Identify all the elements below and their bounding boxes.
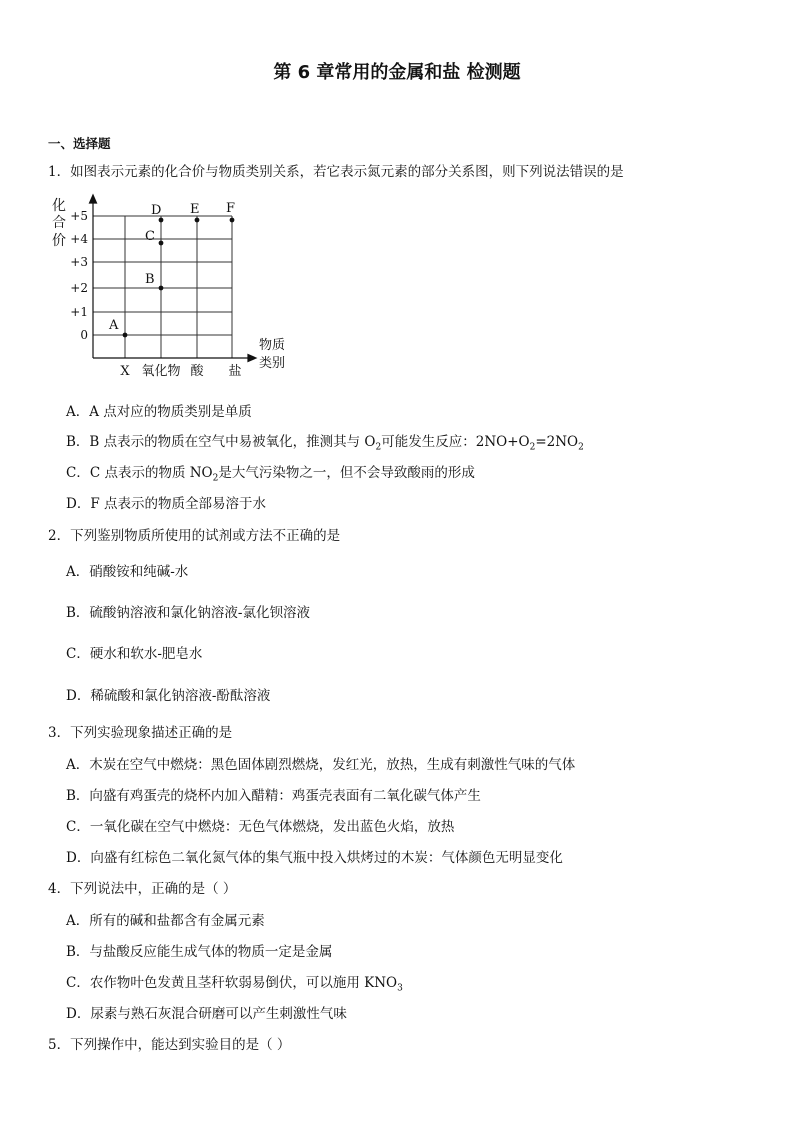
question-3-option-c: C．一氧化碳在空气中燃烧：无色气体燃烧，发出蓝色火焰，放热 (66, 819, 455, 835)
y-axis-label-char: 化 (52, 198, 66, 214)
question-1-stem: 1．如图表示元素的化合价与物质类别关系，若它表示氮元素的部分关系图，则下列说法错误的是 (48, 164, 624, 180)
point-d-label: D (151, 203, 162, 218)
point-b-marker (159, 286, 164, 291)
x-axis-label-line: 类别 (259, 356, 286, 371)
valence-diagram (45, 192, 305, 387)
question-2-option-b: B．硫酸钠溶液和氯化钠溶液-氯化钡溶液 (66, 605, 310, 621)
question-1-option-c: C．C 点表示的物质 $NO_2$是大气污染物之一，但不会导致酸雨的形成 (66, 465, 475, 484)
y-axis-label-char: 合 (52, 215, 66, 231)
x-tick-label: 氧化物 (141, 364, 181, 379)
y-axis-label-char: 价 (52, 233, 66, 249)
question-4-option-b: B．与盐酸反应能生成气体的物质一定是金属 (66, 944, 333, 960)
point-a-marker (123, 333, 128, 338)
point-f-marker (230, 218, 235, 223)
question-2-stem: 2．下列鉴别物质所使用的试剂或方法不正确的是 (48, 528, 341, 544)
valence-category-figure (45, 192, 305, 387)
x-axis-label-line: 物质 (259, 338, 286, 353)
point-c-marker (159, 241, 164, 246)
question-4-stem: 4．下列说法中，正确的是（ ） (48, 881, 237, 897)
question-3-stem: 3．下列实验现象描述正确的是 (48, 725, 233, 741)
x-tick-label: X (120, 364, 130, 379)
question-2-option-d: D．稀硫酸和氯化钠溶液-酚酞溶液 (66, 688, 271, 704)
section-heading: 一、选择题 (48, 136, 111, 151)
point-b-label: B (145, 272, 155, 287)
question-4-option-d: D．尿素与熟石灰混合研磨可以产生刺激性气味 (66, 1006, 347, 1022)
point-c-label: C (145, 229, 155, 244)
point-e-marker (195, 218, 200, 223)
question-4-option-c: C．农作物叶色发黄且茎秆软弱易倒伏，可以施用 $KNO_3$ (66, 975, 403, 994)
y-tick-label: +3 (70, 255, 88, 269)
point-f-label: F (226, 201, 236, 216)
question-3-option-a: A．木炭在空气中燃烧：黑色固体剧烈燃烧，发红光，放热，生成有刺激性气味的气体 (66, 757, 576, 773)
y-tick-label: +4 (70, 232, 88, 246)
question-2-option-c: C．硬水和软水-肥皂水 (66, 646, 203, 662)
x-tick-label: 酸 (190, 364, 204, 379)
question-4-option-a: A．所有的碱和盐都含有金属元素 (66, 913, 265, 929)
page-title: 第 6 章常用的金属和盐 检测题 (273, 62, 521, 83)
question-3-option-b: B．向盛有鸡蛋壳的烧杯内加入醋精：鸡蛋壳表面有二氧化碳气体产生 (66, 788, 481, 804)
y-tick-label: +5 (70, 209, 88, 223)
question-1-option-d: D．F 点表示的物质全部易溶于水 (66, 496, 266, 512)
y-tick-label: +1 (70, 305, 88, 319)
question-1-option-b: B．B 点表示的物质在空气中易被氧化，推测其与 $O_2$可能发生反应：$2NO+O_2=2NO_2$ (66, 434, 584, 453)
question-3-option-d: D．向盛有红棕色二氧化氮气体的集气瓶中投入烘烤过的木炭：气体颜色无明显变化 (66, 850, 563, 866)
question-5-stem: 5．下列操作中，能达到实验目的是（ ） (48, 1037, 291, 1053)
point-a-label: A (109, 318, 119, 333)
point-e-label: E (190, 202, 200, 217)
y-tick-label: +2 (70, 281, 88, 295)
x-tick-label: 盐 (228, 364, 242, 379)
point-d-marker (159, 218, 164, 223)
question-1-option-a: A．A 点对应的物质类别是单质 (66, 404, 252, 420)
y-tick-label: 0 (80, 328, 88, 342)
question-2-option-a: A．硝酸铵和纯碱-水 (66, 564, 189, 580)
